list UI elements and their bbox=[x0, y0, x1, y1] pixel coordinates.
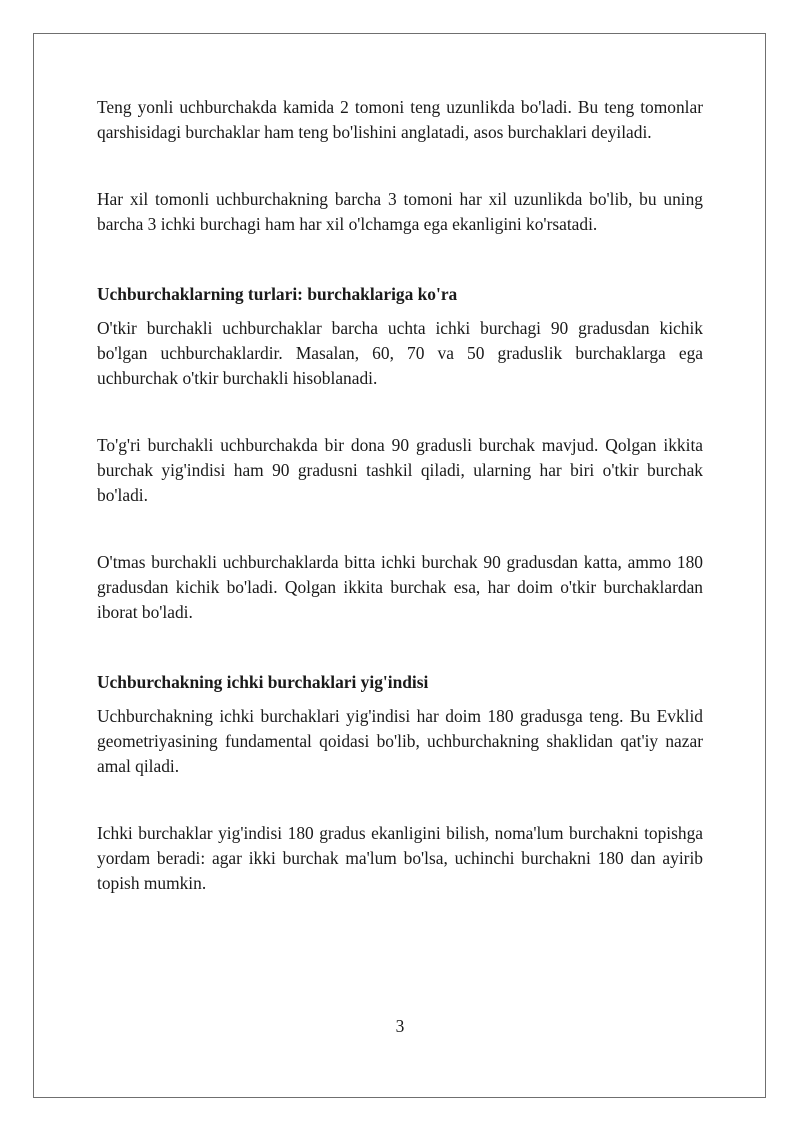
paragraph-isosceles-triangle: Teng yonli uchburchakda kamida 2 tomoni teng uzunlikda bo'ladi. Bu teng tomonlar qarshisidagi burchaklar ham teng bo'lishini anglatadi, asos burchaklari deyiladi. bbox=[97, 97, 703, 142]
paragraph-obtuse-triangle: O'tmas burchakli uchburchaklarda bitta ichki burchak 90 gradusdan katta, ammo 180 gradusdan kichik bo'ladi. Qolgan ikkita burchak esa, har doim o'tkir burchaklardan iborat bo'ladi. bbox=[97, 552, 703, 622]
page-content bbox=[97, 95, 703, 896]
paragraph-angle-sum-usage: Ichki burchaklar yig'indisi 180 gradus ekanligini bilish, noma'lum burchakni topishga yordam beradi: agar ikki burchak ma'lum bo'lsa, uchinchi burchakni 180 dan ayirib topish mumkin. bbox=[97, 823, 703, 893]
paragraph-acute-triangle: O'tkir burchakli uchburchaklar barcha uchta ichki burchagi 90 gradusdan kichik bo'lgan uchburchaklardir. Masalan, 60, 70 va 50 graduslik burchaklarga ega uchburchak o'tkir burchakli hisoblanadi. bbox=[97, 318, 703, 388]
page-number: 3 bbox=[395, 1016, 405, 1036]
heading-angle-sum: Uchburchakning ichki burchaklari yig'indisi bbox=[97, 672, 429, 692]
paragraph-right-triangle: To'g'ri burchakli uchburchakda bir dona 90 gradusli burchak mavjud. Qolgan ikkita burchak yig'indisi ham 90 gradusni tashkil qiladi, ularning har biri o'tkir burchak bo'ladi. bbox=[97, 435, 703, 505]
heading-triangle-types-by-angles: Uchburchaklarning turlari: burchaklariga ko'ra bbox=[97, 284, 458, 304]
paragraph-angle-sum-rule: Uchburchakning ichki burchaklari yig'indisi har doim 180 gradusga teng. Bu Evklid geometriyasining fundamental qoidasi bo'lib, uchburchakning shaklidan qat'iy nazar amal qiladi. bbox=[97, 706, 703, 776]
paragraph-scalene-triangle: Har xil tomonli uchburchakning barcha 3 tomoni har xil uzunlikda bo'lib, bu uning barcha 3 ichki burchagi ham har xil o'lchamga ega ekanligini ko'rsatadi. bbox=[97, 189, 703, 234]
